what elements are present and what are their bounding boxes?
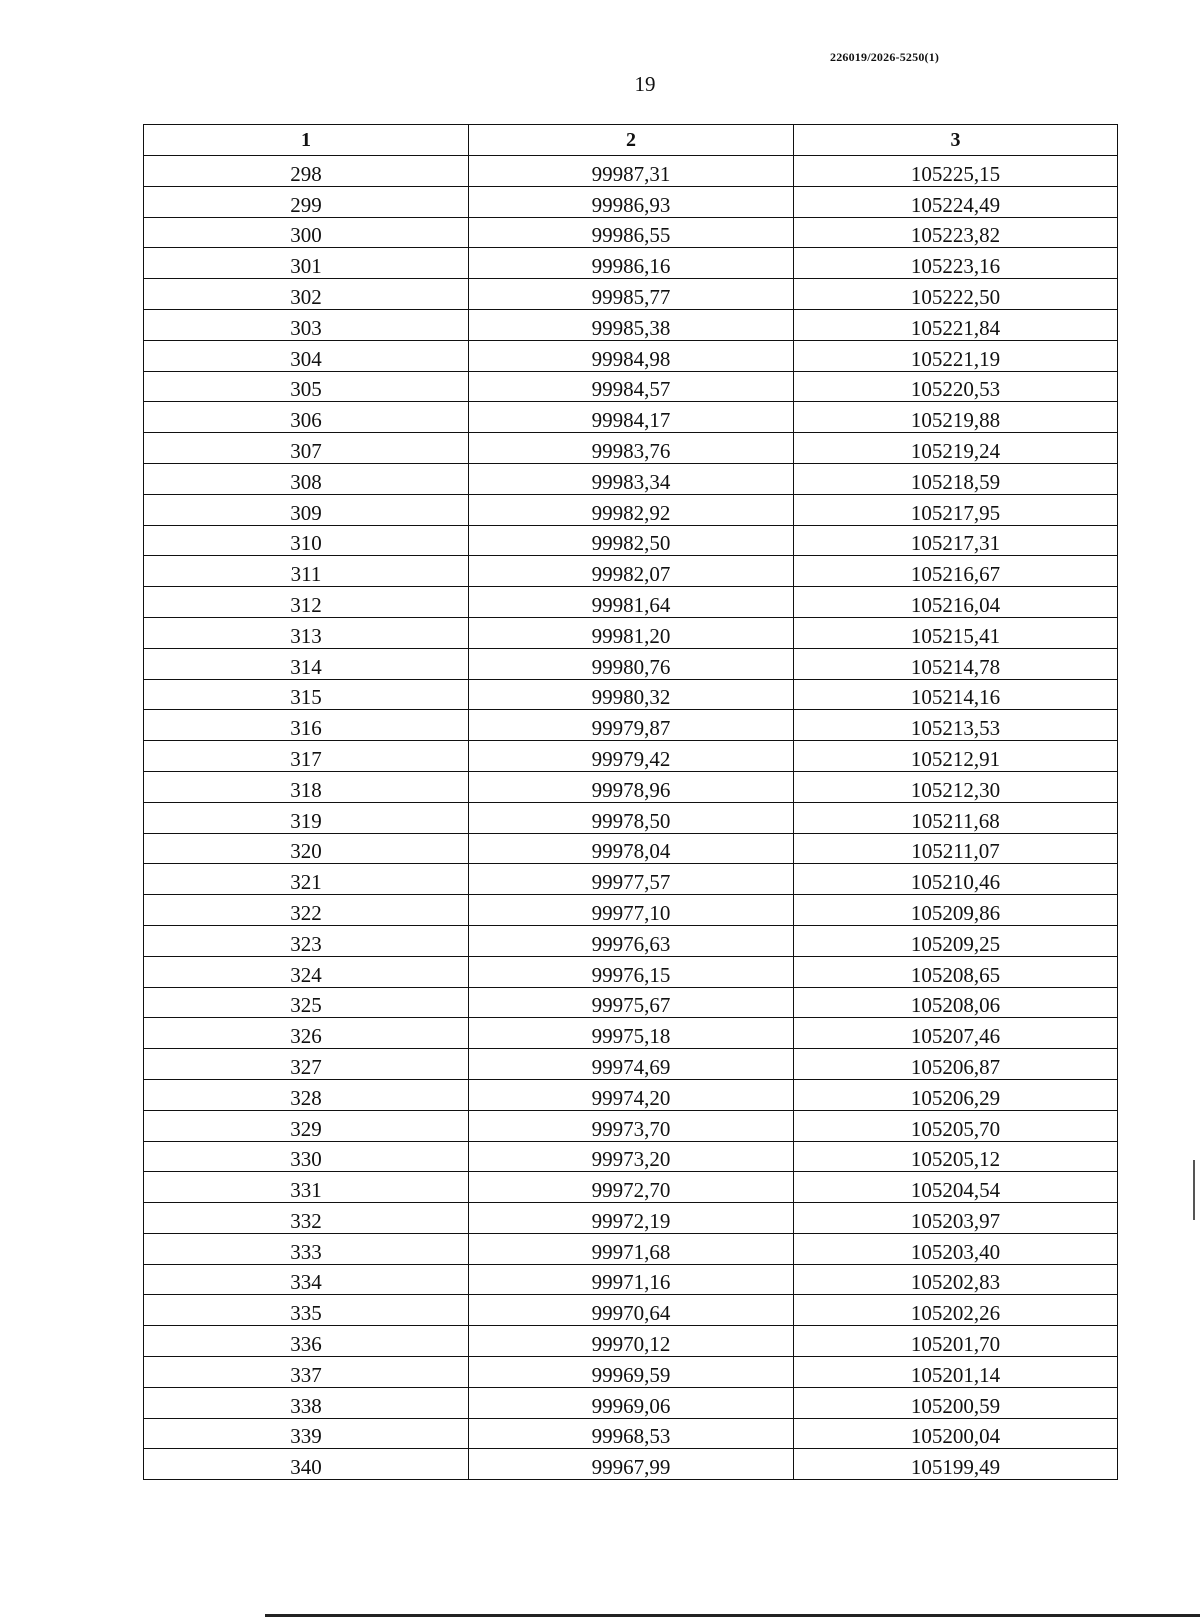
y-coordinate-cell: 105199,49 [794, 1449, 1118, 1480]
x-coordinate-cell: 99986,55 [469, 217, 794, 248]
table-row [144, 525, 1118, 556]
table-row [144, 279, 1118, 310]
x-coordinate-cell: 99969,06 [469, 1387, 794, 1418]
table-row [144, 587, 1118, 618]
y-coordinate-cell: 105211,68 [794, 802, 1118, 833]
x-coordinate-cell: 99970,64 [469, 1295, 794, 1326]
x-coordinate-cell: 99975,18 [469, 1018, 794, 1049]
point-number-cell: 315 [144, 679, 469, 710]
table-row [144, 1264, 1118, 1295]
point-number-cell: 335 [144, 1295, 469, 1326]
x-coordinate-cell: 99974,20 [469, 1079, 794, 1110]
table-row [144, 156, 1118, 187]
y-coordinate-cell: 105200,04 [794, 1418, 1118, 1449]
x-coordinate-cell: 99984,98 [469, 340, 794, 371]
y-coordinate-cell: 105219,24 [794, 433, 1118, 464]
table-row [144, 1110, 1118, 1141]
y-coordinate-cell: 105223,16 [794, 248, 1118, 279]
point-number-cell: 323 [144, 925, 469, 956]
table-row [144, 463, 1118, 494]
table-row [144, 494, 1118, 525]
point-number-cell: 336 [144, 1326, 469, 1357]
point-number-cell: 329 [144, 1110, 469, 1141]
x-coordinate-cell: 99967,99 [469, 1449, 794, 1480]
x-coordinate-cell: 99977,10 [469, 895, 794, 926]
x-coordinate-cell: 99982,07 [469, 556, 794, 587]
x-coordinate-cell: 99980,32 [469, 679, 794, 710]
point-number-cell: 300 [144, 217, 469, 248]
x-coordinate-cell: 99970,12 [469, 1326, 794, 1357]
y-coordinate-cell: 105225,15 [794, 156, 1118, 187]
table-row [144, 1418, 1118, 1449]
y-coordinate-cell: 105201,14 [794, 1357, 1118, 1388]
x-coordinate-cell: 99971,68 [469, 1233, 794, 1264]
y-coordinate-cell: 105202,26 [794, 1295, 1118, 1326]
table-row [144, 402, 1118, 433]
table-row [144, 741, 1118, 772]
x-coordinate-cell: 99972,19 [469, 1203, 794, 1234]
y-coordinate-cell: 105224,49 [794, 186, 1118, 217]
y-coordinate-cell: 105223,82 [794, 217, 1118, 248]
x-coordinate-cell: 99969,59 [469, 1357, 794, 1388]
table-row [144, 925, 1118, 956]
x-coordinate-cell: 99982,50 [469, 525, 794, 556]
y-coordinate-cell: 105216,04 [794, 587, 1118, 618]
table-row [144, 1233, 1118, 1264]
point-number-cell: 331 [144, 1172, 469, 1203]
x-coordinate-cell: 99981,20 [469, 617, 794, 648]
x-coordinate-cell: 99983,34 [469, 463, 794, 494]
point-number-cell: 318 [144, 771, 469, 802]
y-coordinate-cell: 105221,84 [794, 309, 1118, 340]
point-number-cell: 313 [144, 617, 469, 648]
table-row [144, 217, 1118, 248]
point-number-cell: 330 [144, 1141, 469, 1172]
table-row [144, 617, 1118, 648]
point-number-cell: 312 [144, 587, 469, 618]
y-coordinate-cell: 105209,86 [794, 895, 1118, 926]
y-coordinate-cell: 105214,16 [794, 679, 1118, 710]
point-number-cell: 304 [144, 340, 469, 371]
column-header-1: 1 [144, 125, 469, 156]
table-body [144, 156, 1118, 1480]
x-coordinate-cell: 99984,17 [469, 402, 794, 433]
y-coordinate-cell: 105219,88 [794, 402, 1118, 433]
point-number-cell: 316 [144, 710, 469, 741]
x-coordinate-cell: 99977,57 [469, 864, 794, 895]
x-coordinate-cell: 99968,53 [469, 1418, 794, 1449]
y-coordinate-cell: 105210,46 [794, 864, 1118, 895]
x-coordinate-cell: 99979,87 [469, 710, 794, 741]
point-number-cell: 328 [144, 1079, 469, 1110]
x-coordinate-cell: 99985,38 [469, 309, 794, 340]
table-row [144, 864, 1118, 895]
point-number-cell: 306 [144, 402, 469, 433]
document-registration-number: 226019/2026-5250(1) [830, 50, 940, 64]
point-number-cell: 322 [144, 895, 469, 926]
table-row [144, 556, 1118, 587]
column-header-2: 2 [469, 125, 794, 156]
y-coordinate-cell: 105212,91 [794, 741, 1118, 772]
table-row [144, 987, 1118, 1018]
point-number-cell: 334 [144, 1264, 469, 1295]
y-coordinate-cell: 105208,65 [794, 956, 1118, 987]
point-number-cell: 298 [144, 156, 469, 187]
table-row [144, 833, 1118, 864]
x-coordinate-cell: 99973,70 [469, 1110, 794, 1141]
y-coordinate-cell: 105202,83 [794, 1264, 1118, 1295]
table-row [144, 679, 1118, 710]
x-coordinate-cell: 99976,63 [469, 925, 794, 956]
point-number-cell: 311 [144, 556, 469, 587]
y-coordinate-cell: 105203,97 [794, 1203, 1118, 1234]
y-coordinate-cell: 105207,46 [794, 1018, 1118, 1049]
table-row [144, 1018, 1118, 1049]
point-number-cell: 339 [144, 1418, 469, 1449]
x-coordinate-cell: 99976,15 [469, 956, 794, 987]
point-number-cell: 332 [144, 1203, 469, 1234]
table-row [144, 371, 1118, 402]
point-number-cell: 301 [144, 248, 469, 279]
point-number-cell: 308 [144, 463, 469, 494]
x-coordinate-cell: 99980,76 [469, 648, 794, 679]
point-number-cell: 327 [144, 1049, 469, 1080]
y-coordinate-cell: 105211,07 [794, 833, 1118, 864]
y-coordinate-cell: 105212,30 [794, 771, 1118, 802]
x-coordinate-cell: 99974,69 [469, 1049, 794, 1080]
table-header-row [144, 125, 1118, 156]
y-coordinate-cell: 105218,59 [794, 463, 1118, 494]
table-row [144, 895, 1118, 926]
point-number-cell: 305 [144, 371, 469, 402]
table-row [144, 1326, 1118, 1357]
table-header [144, 125, 1118, 156]
y-coordinate-cell: 105204,54 [794, 1172, 1118, 1203]
x-coordinate-cell: 99987,31 [469, 156, 794, 187]
x-coordinate-cell: 99975,67 [469, 987, 794, 1018]
point-number-cell: 303 [144, 309, 469, 340]
y-coordinate-cell: 105215,41 [794, 617, 1118, 648]
x-coordinate-cell: 99983,76 [469, 433, 794, 464]
point-number-cell: 302 [144, 279, 469, 310]
point-number-cell: 299 [144, 186, 469, 217]
point-number-cell: 324 [144, 956, 469, 987]
table-row [144, 1049, 1118, 1080]
point-number-cell: 325 [144, 987, 469, 1018]
point-number-cell: 326 [144, 1018, 469, 1049]
y-coordinate-cell: 105217,95 [794, 494, 1118, 525]
x-coordinate-cell: 99982,92 [469, 494, 794, 525]
table-row [144, 1357, 1118, 1388]
y-coordinate-cell: 105220,53 [794, 371, 1118, 402]
y-coordinate-cell: 105200,59 [794, 1387, 1118, 1418]
page-number: 19 [634, 72, 656, 96]
table-row [144, 1387, 1118, 1418]
point-number-cell: 337 [144, 1357, 469, 1388]
table-row [144, 433, 1118, 464]
point-number-cell: 340 [144, 1449, 469, 1480]
table-row [144, 1079, 1118, 1110]
x-coordinate-cell: 99978,04 [469, 833, 794, 864]
y-coordinate-cell: 105214,78 [794, 648, 1118, 679]
table-row [144, 1203, 1118, 1234]
point-number-cell: 310 [144, 525, 469, 556]
y-coordinate-cell: 105206,87 [794, 1049, 1118, 1080]
column-header-3: 3 [794, 125, 1118, 156]
table-row [144, 340, 1118, 371]
y-coordinate-cell: 105208,06 [794, 987, 1118, 1018]
y-coordinate-cell: 105201,70 [794, 1326, 1118, 1357]
x-coordinate-cell: 99985,77 [469, 279, 794, 310]
x-coordinate-cell: 99978,96 [469, 771, 794, 802]
table-row [144, 186, 1118, 217]
y-coordinate-cell: 105209,25 [794, 925, 1118, 956]
x-coordinate-cell: 99978,50 [469, 802, 794, 833]
point-number-cell: 333 [144, 1233, 469, 1264]
y-coordinate-cell: 105221,19 [794, 340, 1118, 371]
table-row [144, 648, 1118, 679]
point-number-cell: 307 [144, 433, 469, 464]
coordinates-table [143, 124, 1118, 1480]
table-row [144, 248, 1118, 279]
table-row [144, 1141, 1118, 1172]
x-coordinate-cell: 99971,16 [469, 1264, 794, 1295]
x-coordinate-cell: 99986,93 [469, 186, 794, 217]
x-coordinate-cell: 99973,20 [469, 1141, 794, 1172]
x-coordinate-cell: 99981,64 [469, 587, 794, 618]
x-coordinate-cell: 99986,16 [469, 248, 794, 279]
y-coordinate-cell: 105203,40 [794, 1233, 1118, 1264]
point-number-cell: 314 [144, 648, 469, 679]
y-coordinate-cell: 105205,70 [794, 1110, 1118, 1141]
point-number-cell: 317 [144, 741, 469, 772]
table-row [144, 1295, 1118, 1326]
table-row [144, 956, 1118, 987]
y-coordinate-cell: 105217,31 [794, 525, 1118, 556]
table-row [144, 1172, 1118, 1203]
table-row [144, 309, 1118, 340]
scan-edge-mark [1193, 1160, 1195, 1220]
point-number-cell: 319 [144, 802, 469, 833]
y-coordinate-cell: 105216,67 [794, 556, 1118, 587]
point-number-cell: 338 [144, 1387, 469, 1418]
table-row [144, 771, 1118, 802]
y-coordinate-cell: 105222,50 [794, 279, 1118, 310]
y-coordinate-cell: 105213,53 [794, 710, 1118, 741]
y-coordinate-cell: 105205,12 [794, 1141, 1118, 1172]
point-number-cell: 320 [144, 833, 469, 864]
point-number-cell: 309 [144, 494, 469, 525]
x-coordinate-cell: 99972,70 [469, 1172, 794, 1203]
table-row [144, 802, 1118, 833]
x-coordinate-cell: 99979,42 [469, 741, 794, 772]
y-coordinate-cell: 105206,29 [794, 1079, 1118, 1110]
x-coordinate-cell: 99984,57 [469, 371, 794, 402]
table-row [144, 1449, 1118, 1480]
bottom-edge-rule [265, 1614, 1200, 1617]
point-number-cell: 321 [144, 864, 469, 895]
table-row [144, 710, 1118, 741]
